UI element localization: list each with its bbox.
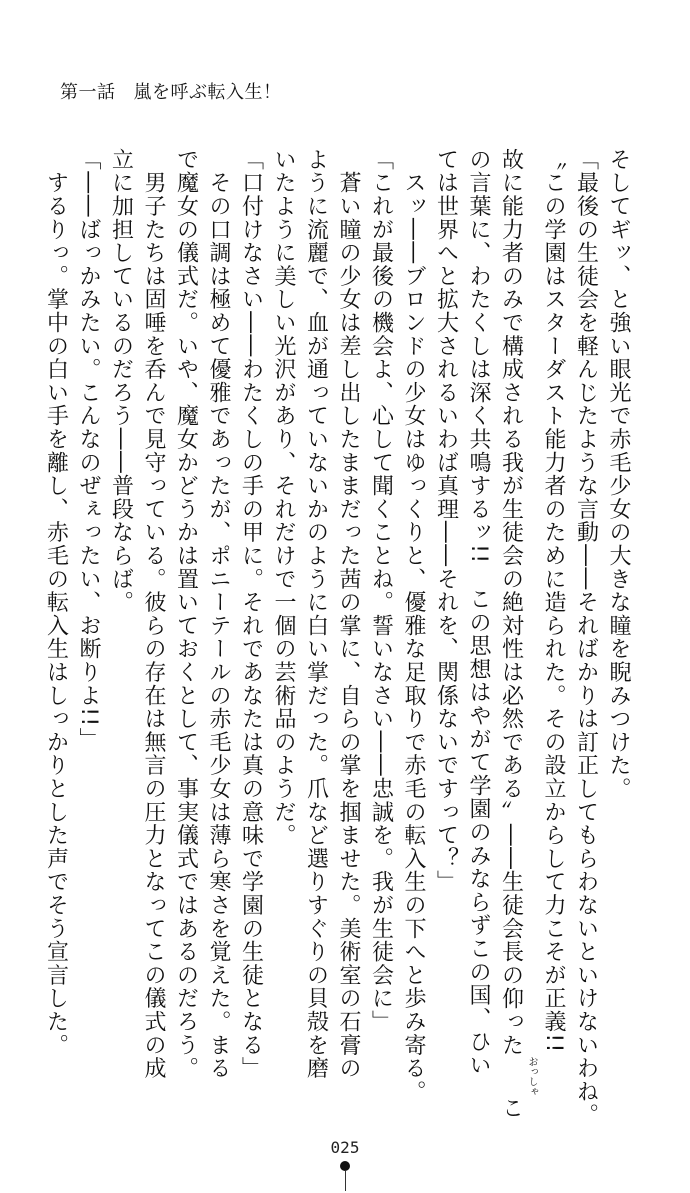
text-line-part: こ [498,1096,524,1121]
folio-stem [345,1171,346,1191]
chapter-title: 嵐を呼ぶ転入生！ [133,82,282,103]
text-line: で魔女の儀式だ。いや、魔女かどうかは置いておくとして、事実儀式ではあるのだろう。 [173,148,199,1080]
text-line: その口調は極めて優雅であったが、ポニーテールの赤毛少女は薄ら寒さを覚えた。まる [206,148,231,1080]
text-line: 「――ばっかみたい。こんなのぜぇったい、お断りよ!!」 [76,148,101,751]
text-line: の言葉に、わたくしは深く共鳴するッ!! この思想はやがて学園のみならずこの国、ひい [466,148,491,1077]
text-line: 「最後の生徒会を軽んじたような言動――そればかりは訂正してもらわないといけないわね。 [573,148,599,1127]
text-line: スッ――ブロンドの少女はゆっくりと、優雅な足取りで赤毛の転入生の下へと歩み寄る。 [401,148,426,1104]
ruby-annotation [498,986,537,1097]
folio-ornament-icon [340,1161,350,1193]
text-line: 「これが最後の機会よ、心して聞くことね。誓いなさい――忠誠を。我が生徒会に」 [368,148,394,1034]
text-line: ように流麗で、血が通っていないかのように白い掌だった。爪など選りすぐりの貝殻を磨 [303,148,329,1080]
text-line: 立に加担しているのだろう――普段ならば。 [108,148,134,614]
vertical-body-text [43,148,634,1127]
text-line: ては世界へと拡大されるいわば真理――それを、関係ないですって？」 [433,148,459,894]
chapter-label: 第一話 [60,82,116,103]
page-folio [0,1138,690,1193]
folio-dot [340,1161,350,1171]
ruby-reading: おっしゃ [526,1056,537,1097]
text-line: 〝この学園はスターダスト能力者のために造られた。その設立からして力こそが正義!! [541,148,566,1054]
ruby-base: 仰った [498,986,524,1057]
text-line: するりっ。掌中の白い手を離し、赤毛の転入生はしっかりとした声でそう宣言した。 [43,148,69,1057]
text-line-part: 故に能力者のみで構成される我が生徒会の絶対性は必然である〟――生徒会長の [498,148,524,987]
page-number: 025 [330,1138,360,1157]
text-line-with-ruby [494,148,537,1121]
text-line: 「口付けなさい――わたくしの手の甲に。それであなたは真の意味で学園の生徒となる」 [238,148,264,1080]
text-line: そしてギッ、と強い眼光で赤毛少女の大きな瞳を睨みつけた。 [606,148,631,801]
text-line: 男子たちは固唾を呑んで見守っている。彼らの存在は無言の圧力となってこの儀式の成 [141,148,166,1080]
text-line: 蒼い瞳の少女は差し出したままだった茜の掌に、自らの掌を掴ませた。美術室の石膏の [336,148,361,1080]
running-header [60,78,282,104]
text-line: いたように美しい光沢があり、それだけで一個の芸術品のようだ。 [271,148,296,847]
